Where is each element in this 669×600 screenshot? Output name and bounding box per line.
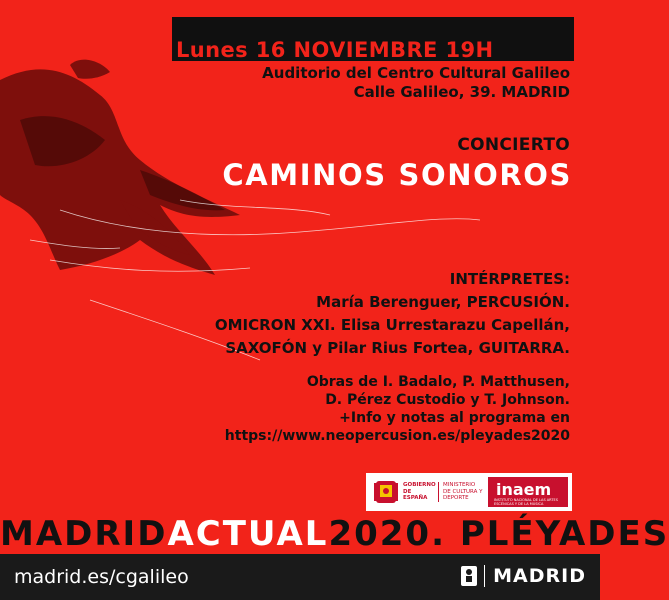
concert-title: CAMINOS SONOROS <box>222 158 572 192</box>
inaem-label: inaem <box>496 480 552 499</box>
coat-of-arms-icon <box>372 477 400 507</box>
madrid-wordmark: MADRID <box>493 565 586 587</box>
ministerio-label: MINISTERIO DE CULTURA Y DEPORTE <box>438 482 483 502</box>
banner-pleyades: 2020. PLÉYADES <box>328 514 669 554</box>
footer-url[interactable]: madrid.es/cgalileo <box>14 566 189 588</box>
logo-divider <box>484 565 485 587</box>
concert-label: CONCIERTO <box>457 135 570 155</box>
festival-banner <box>0 514 669 554</box>
works-line: D. Pérez Custodio y T. Johnson. <box>325 392 570 408</box>
footer-bar <box>0 554 600 600</box>
works-block <box>225 373 570 445</box>
inaem-logo <box>488 477 568 507</box>
venue-info <box>262 64 570 102</box>
performer-line: OMICRON XXI. Elisa Urrestarazu Capellán, <box>214 316 570 334</box>
performer-line: María Berenguer, PERCUSIÓN. <box>316 293 570 311</box>
works-line: Obras de I. Badalo, P. Matthusen, <box>306 374 570 390</box>
works-line: +Info y notas al programa en <box>339 410 570 426</box>
inaem-sub-label: INSTITUTO NACIONAL DE LAS ARTES ESCÉNICAS Y DE LA MÚSICA <box>494 498 558 506</box>
bear-tree-icon <box>460 565 478 587</box>
venue-address: Calle Galileo, 39. MADRID <box>353 83 570 101</box>
banner-actual: ACTUAL <box>167 514 329 554</box>
venue-name: Auditorio del Centro Cultural Galileo <box>262 64 570 82</box>
event-date: Lunes 16 NOVIEMBRE 19H <box>176 38 494 62</box>
sponsor-logos <box>366 473 572 511</box>
performers-block <box>215 268 570 360</box>
banner-madrid: MADRID <box>0 514 168 554</box>
madrid-logo <box>460 565 586 587</box>
performer-line: SAXOFÓN y Pilar Rius Fortea, GUITARRA. <box>225 339 570 357</box>
works-link[interactable]: https://www.neopercusion.es/pleyades2020 <box>224 428 570 444</box>
performers-heading: INTÉRPRETES: <box>449 270 570 288</box>
gobierno-label: GOBIERNO DE ESPAÑA <box>403 482 436 502</box>
